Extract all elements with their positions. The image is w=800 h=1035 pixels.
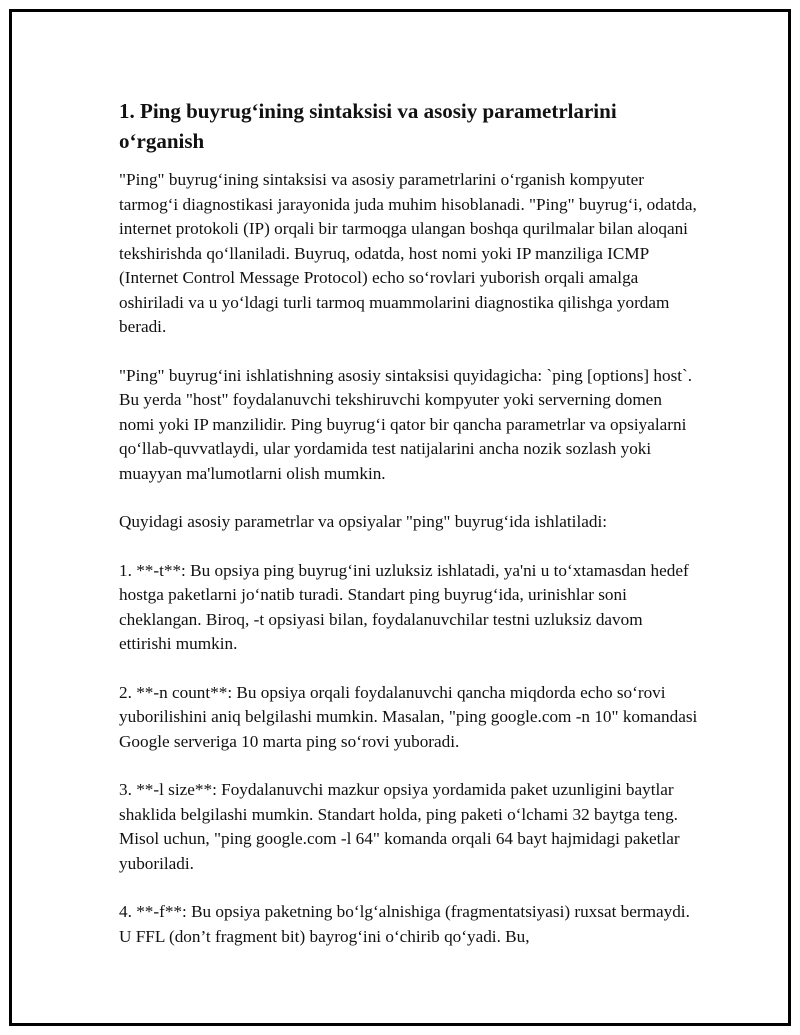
document-page <box>9 9 791 1026</box>
paragraph-option-n: 2. **-n count**: Bu opsiya orqali foydalanuvchi qancha miqdorda echo so‘rovi yuborilishini aniq belgilashi mumkin. Masalan, "ping google.com -n 10" komandasi Google serveriga 10 marta ping so‘rovi yuboradi. <box>119 682 698 751</box>
document-body <box>119 96 699 973</box>
paragraph-syntax: "Ping" buyrug‘ini ishlatishning asosiy sintaksisi quyidagicha: `ping [options] host`. Bu yerda "host" foydalanuvchi tekshiruvchi kompyuter yoki serverning domen nomi yoki IP manzilidir. Ping buyrug‘i qator bir qancha parametrlar va opsiyalarni qo‘llab-quvvatlaydi, ular yordamida test natijalarini ancha nozik sozlash yoki muayyan ma'lumotlarni olish mumkin. <box>119 365 693 483</box>
paragraph-option-f: 4. **-f**: Bu opsiya paketning bo‘lg‘alnishiga (fragmentatsiyasi) ruxsat bermaydi. U FFL (don’t fragment bit) bayrog‘ini o‘chirib qo‘yadi. Bu, <box>119 902 690 946</box>
paragraph-options-intro: Quyidagi asosiy parametrlar va opsiyalar "ping" buyrug‘ida ishlatiladi: <box>119 512 607 531</box>
paragraph-option-t: 1. **-t**: Bu opsiya ping buyrug‘ini uzluksiz ishlatadi, ya'ni u to‘xtamasdan hedef hostga paketlarni jo‘natib turadi. Standart ping buyrug‘ida, urinishlar soni cheklangan. Biroq, -t opsiyasi bilan, foydalanuvchilar testni uzluksiz davom ettirishi mumkin. <box>119 560 689 653</box>
section-title: 1. Ping buyrug‘ining sintaksisi va asosiy parametrlarini o‘rganish <box>119 99 617 153</box>
paragraph-intro: "Ping" buyrug‘ining sintaksisi va asosiy parametrlarini o‘rganish kompyuter tarmog‘i diagnostikasi jarayonida juda muhim hisoblanadi. "Ping" buyrug‘i, odatda, internet protokoli (IP) orqali bir tarmoqga ulangan boshqa qurilmalar bilan aloqani tekshirishda qo‘llaniladi. Buyruq, odatda, host nomi yoki IP manziliga ICMP (Internet Control Message Protocol) echo so‘rovlari yuborish orqali amalga oshiriladi va u yo‘ldagi turli tarmoq muammolarini diagnostika qilishga yordam beradi. <box>119 170 697 336</box>
paragraph-option-l: 3. **-l size**: Foydalanuvchi mazkur opsiya yordamida paket uzunligini baytlar shaklida belgilashi mumkin. Standart holda, ping paketi o‘lchami 32 baytga teng. Misol uchun, "ping google.com -l 64" komanda orqali 64 bayt hajmidagi paketlar yuboriladi. <box>119 780 680 873</box>
